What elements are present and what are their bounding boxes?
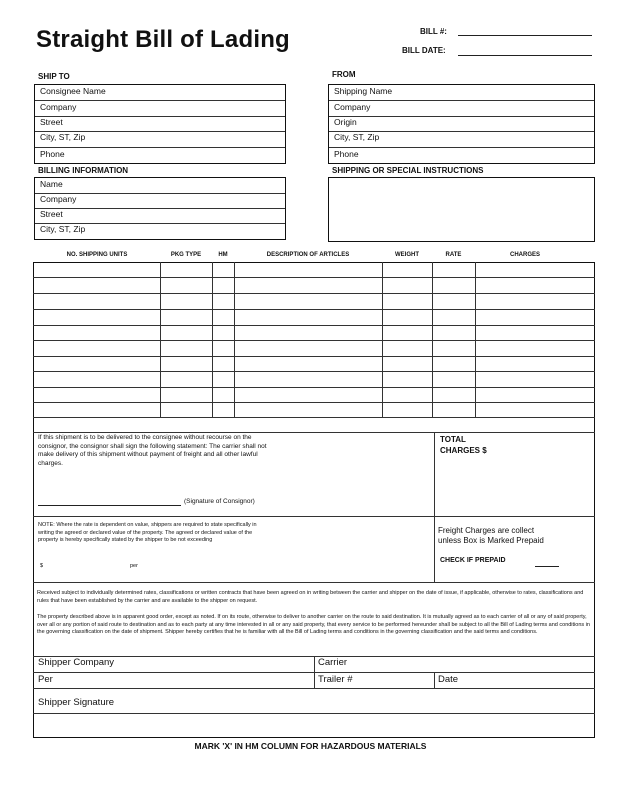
check-if-prepaid-label: CHECK IF PREPAID: [440, 557, 506, 564]
from-heading: FROM: [332, 70, 356, 79]
consignor-signature-label: (Signature of Consignor): [184, 498, 255, 505]
billing-company-field[interactable]: Company: [40, 194, 77, 204]
billing-city-field[interactable]: City, ST, Zip: [40, 224, 86, 234]
consignor-signature-line[interactable]: [38, 505, 181, 506]
col-header-weight: WEIGHT: [395, 252, 419, 258]
billing-name-field[interactable]: Name: [40, 179, 63, 189]
from-shipping-name-field[interactable]: Shipping Name: [334, 86, 393, 96]
instructions-box[interactable]: [328, 177, 595, 242]
from-city-field[interactable]: City, ST, Zip: [334, 132, 380, 142]
col-header-hm: HM: [218, 252, 228, 258]
col-header-rate: RATE: [445, 252, 462, 258]
value-per-field[interactable]: per: [130, 563, 138, 569]
freight-collect-line1: Freight Charges are collect: [438, 526, 535, 535]
per-field[interactable]: Per: [38, 674, 53, 685]
from-origin-field[interactable]: Origin: [334, 117, 357, 127]
bill-date-label: BILL DATE:: [402, 46, 446, 55]
freight-collect-line2: unless Box is Marked Prepaid: [438, 536, 544, 545]
col-header-charges: CHARGES: [509, 252, 540, 258]
col-header-description: DESCRIPTION OF ARTICLES: [266, 252, 350, 258]
total-label-line1: TOTAL: [440, 435, 466, 444]
shipper-signature-field[interactable]: Shipper Signature: [38, 697, 115, 708]
col-header-pkg-type: PKG TYPE: [170, 252, 202, 258]
ship-to-consignee-field[interactable]: Consignee Name: [40, 86, 106, 96]
hazmat-footer-note: MARK 'X' IN HM COLUMN FOR HAZARDOUS MATERIALS: [194, 741, 427, 751]
carrier-field[interactable]: Carrier: [318, 657, 348, 668]
ship-to-city-field[interactable]: City, ST, Zip: [40, 132, 86, 142]
billing-heading: BILLING INFORMATION: [38, 166, 129, 175]
value-dollar-field[interactable]: $: [40, 563, 44, 569]
bill-number-label: BILL #:: [420, 27, 447, 36]
ship-to-street-field[interactable]: Street: [40, 117, 63, 127]
prepaid-checkbox-line[interactable]: [535, 566, 559, 567]
ship-to-box: [34, 84, 286, 164]
terms-paragraph-1: Received subject to individually determined rates, classifications or written contracts that have been agreed on in writing between the carrier and shipper on the date of issue, if applicable, otherwise to rates, classifications and rules that have been established by the carrier and are available to the shipper on request.: [37, 590, 584, 604]
value-note: NOTE: Where the rate is dependent on value, shippers are required to state specifically in writing the agreed or declared value of the property. The agreed or declared value of the property is hereby specifically stated by the shipper to be not exceeding: [38, 522, 257, 543]
bill-date-field[interactable]: [458, 55, 592, 56]
col-header-units: NO. SHIPPING UNITS: [66, 252, 128, 258]
billing-box: [34, 177, 286, 240]
ship-to-heading: SHIP TO: [38, 72, 70, 81]
from-box: [328, 84, 595, 164]
ship-to-phone-field[interactable]: Phone: [40, 149, 65, 159]
terms-paragraph-2: The property described above is in apparent good order, except as noted. If on its route, otherwise to deliver to another carrier on the route to said destination. It is mutually agreed as to each carrier of all or any of said property, over all or any portion of said route to destination and as to each party at any time interested in all or any said property, that every service to be performed hereunder shall be subject to all the Bill of Lading terms and conditions in the governing classification on the date of shipment. Shipper hereby certifies that he is familiar with all the Bill of Lading terms and conditions in the governing classification and the said terms and conditions.: [37, 614, 590, 635]
consignor-statement: If this shipment is to be delivered to the consignee without recourse on the consignor, the consignor shall sign the following statement: The carrier shall not make delivery of this shipment without payment of freight and all other lawful charges.: [38, 434, 267, 467]
from-company-field[interactable]: Company: [334, 102, 371, 112]
page-title: Straight Bill of Lading: [36, 26, 290, 53]
bill-number-field[interactable]: [458, 35, 592, 36]
ship-to-company-field[interactable]: Company: [40, 102, 77, 112]
from-phone-field[interactable]: Phone: [334, 149, 359, 159]
trailer-field[interactable]: Trailer #: [318, 674, 353, 685]
date-field[interactable]: Date: [438, 674, 459, 685]
instructions-heading: SHIPPING OR SPECIAL INSTRUCTIONS: [332, 166, 484, 175]
billing-street-field[interactable]: Street: [40, 209, 63, 219]
total-charges-label[interactable]: CHARGES $: [440, 446, 487, 455]
shipper-company-field[interactable]: Shipper Company: [38, 657, 115, 668]
